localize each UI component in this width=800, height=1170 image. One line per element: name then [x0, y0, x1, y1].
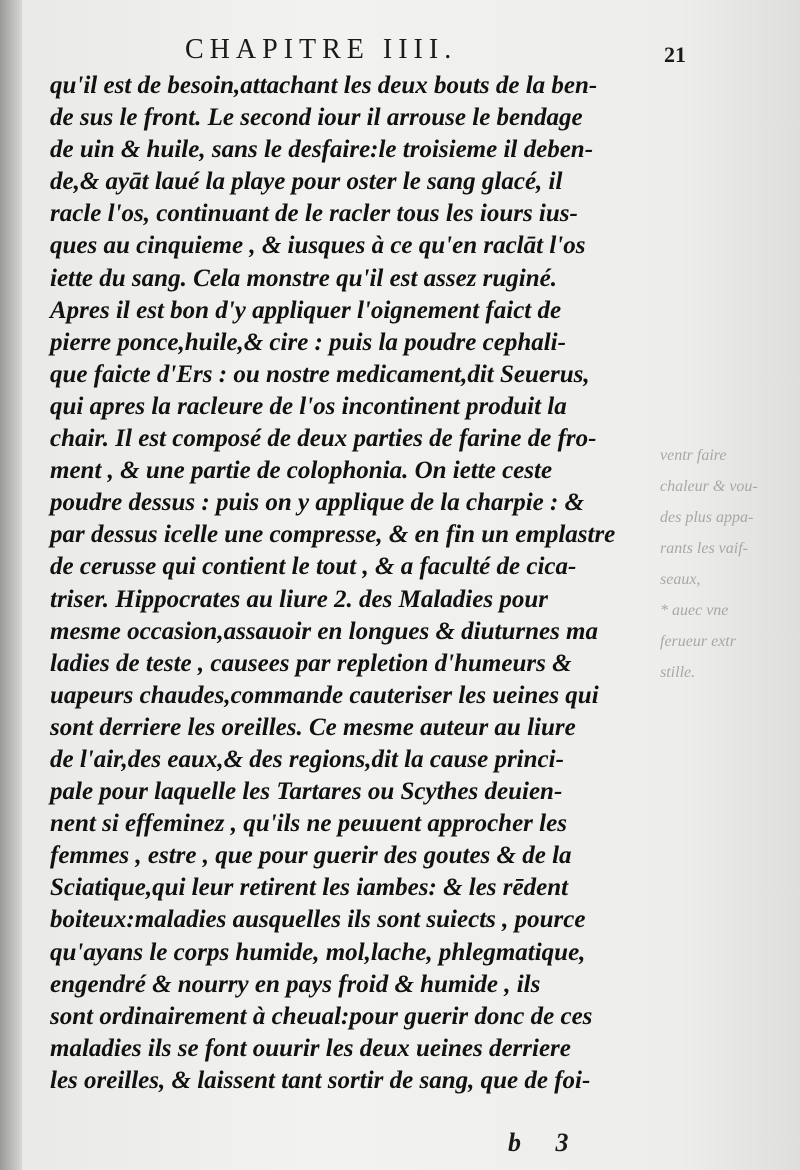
- text-line: racle l'os, continuant de le racler tous les iours ius-: [50, 200, 578, 228]
- text-line: par dessus icelle une compresse, & en fin un emplastre: [50, 521, 616, 549]
- text-line: mesme occasion,assauoir en longues & diuturnes ma: [50, 617, 598, 645]
- text-line: de sus le front. Le second iour il arrouse le bendage: [50, 104, 583, 132]
- text-line: ladies de teste , causees par repletion d'humeurs &: [50, 649, 572, 677]
- text-line: Apres il est bon d'y appliquer l'oignement faict de: [50, 296, 562, 324]
- text-line: boiteux:maladies ausquelles ils sont suiects , pource: [50, 906, 586, 934]
- running-title: CHAPITRE IIII.: [185, 34, 458, 65]
- text-line: de uin & huile, sans le desfaire:le troisieme il deben-: [50, 136, 594, 164]
- text-line: les oreilles, & laissent tant sortir de sang, que de foi-: [50, 1066, 591, 1094]
- text-line: de cerusse qui contient le tout , & a faculté de cica-: [50, 553, 577, 581]
- text-line: ques au cinquieme , & iusques à ce qu'en raclāt l'os: [50, 232, 586, 260]
- text-line: pierre ponce,huile,& cire : puis la poudre cephali-: [50, 328, 566, 356]
- text-line: nent si effeminez , qu'ils ne peuuent approcher les: [50, 810, 567, 838]
- text-line: qui apres la racleure de l'os incontinent produit la: [50, 392, 567, 420]
- gutter-shadow: [0, 0, 22, 1170]
- signature-mark: b 3: [508, 1128, 583, 1157]
- show-through-marginalia: ventr faire chaleur & vou- des plus appa- rants les vaif- seaux, * auec vne ferueur extr stille.: [660, 447, 758, 681]
- text-line: chair. Il est composé de deux parties de farine de fro-: [50, 425, 597, 453]
- text-line: de,& ayāt laué la playe pour oster le sang glacé, il: [50, 168, 563, 196]
- text-line: qu'il est de besoin,attachant les deux bouts de la ben-: [50, 72, 598, 99]
- text-line: uapeurs chaudes,commande cauteriser les ueines qui: [50, 681, 599, 709]
- text-line: de l'air,des eaux,& des regions,dit la cause princi-: [50, 745, 564, 773]
- page-number: 21: [664, 42, 686, 67]
- text-line: poudre dessus : puis on y applique de la charpie : &: [50, 489, 585, 517]
- text-line: femmes , estre , que pour guerir des goutes & de la: [50, 842, 572, 870]
- text-line: engendré & nourry en pays froid & humide , ils: [50, 970, 541, 998]
- text-line: sont ordinairement à cheual:pour guerir donc de ces: [50, 1002, 593, 1030]
- text-line: Sciatique,qui leur retirent les iambes: & les rēdent: [50, 874, 569, 902]
- text-line: iette du sang. Cela monstre qu'il est assez ruginé.: [50, 264, 558, 292]
- text-line: qu'ayans le corps humide, mol,lache, phlegmatique,: [50, 938, 586, 966]
- text-line: maladies ils se font ouurir les deux ueines derriere: [50, 1034, 571, 1062]
- text-line: pale pour laquelle les Tartares ou Scythes deuien-: [50, 778, 563, 806]
- text-line: ment , & une partie de colophonia. On iette ceste: [50, 457, 553, 485]
- text-line: que faicte d'Ers : ou nostre medicament,dit Seuerus,: [50, 360, 590, 388]
- body-text: [50, 70, 660, 1097]
- text-line: triser. Hippocrates au liure 2. des Maladies pour: [50, 585, 548, 613]
- text-line: sont derriere les oreilles. Ce mesme auteur au liure: [50, 713, 576, 741]
